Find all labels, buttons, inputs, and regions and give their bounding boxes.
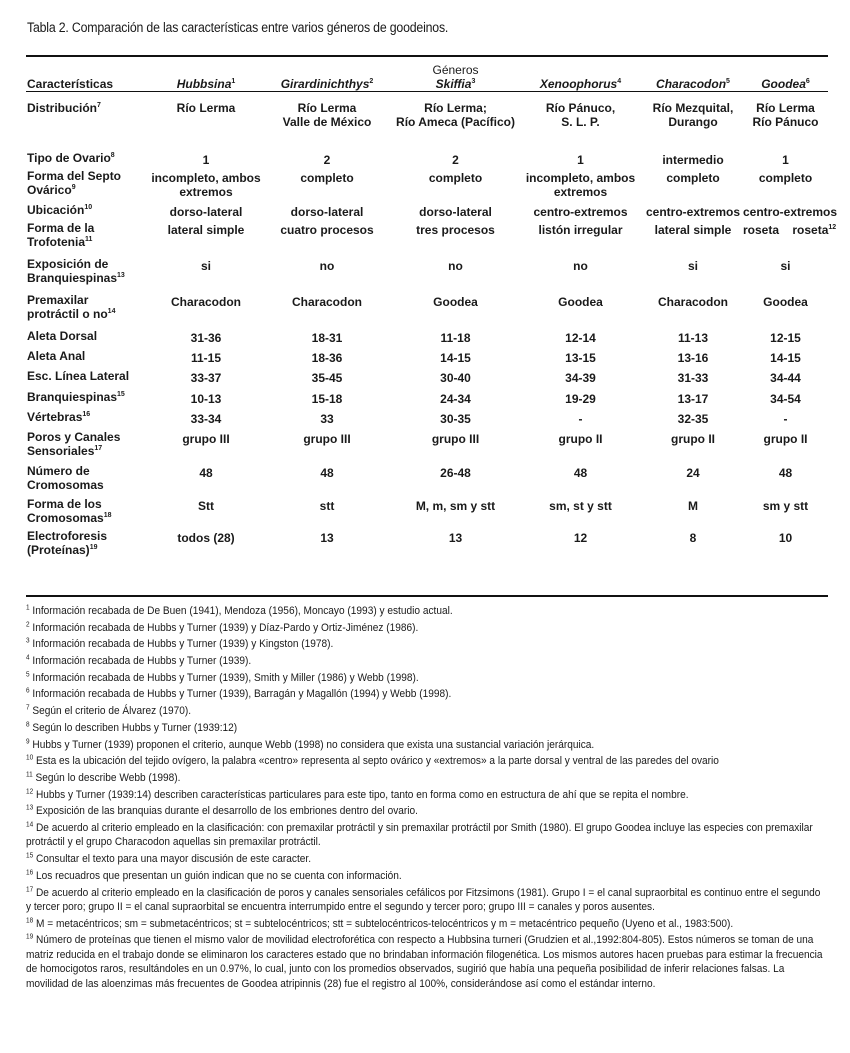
- footnote: [26, 687, 826, 702]
- footnote-ref: 17: [94, 445, 103, 452]
- table-cell: stt: [319, 499, 335, 513]
- table-cell: 18-36: [311, 351, 343, 365]
- column-header: [518, 57, 643, 95]
- footnote-ref: 11: [85, 236, 93, 243]
- footnote-text: Información recabada de Hubbs y Turner (1939), Barragán y Magallón (1994) y Webb (1998).: [29, 688, 452, 701]
- footnote: [26, 852, 826, 867]
- footnote-number: 7: [26, 704, 30, 712]
- footnote-number: 12: [26, 787, 34, 795]
- table-cell: 2: [323, 153, 331, 167]
- table-cell: 24-34: [440, 392, 471, 406]
- table-cell: Stt: [198, 499, 214, 513]
- footnote-ref: 9: [71, 184, 76, 191]
- table-cell: centro-extremos: [645, 205, 741, 219]
- footnote-number: 1: [26, 604, 30, 612]
- footnote-text: Consultar el texto para una mayor discusión de este caracter.: [33, 853, 312, 866]
- table-cell: 13: [320, 531, 334, 545]
- table-cell: 48: [199, 466, 213, 480]
- table-cell: Goodea: [433, 295, 478, 309]
- footnote-number: 11: [26, 771, 33, 779]
- table-cell: no: [319, 259, 335, 273]
- table-cell: roseta roseta$^{12}$: [743, 223, 837, 237]
- table-cell: todos (28): [177, 531, 235, 545]
- table-cell: 13: [448, 531, 463, 545]
- table-cell: 30-35: [440, 412, 471, 426]
- table-cell: 33: [320, 412, 334, 426]
- footnote-text: Información recabada de Hubbs y Turner (1939) y Díaz-Pardo y Ortiz-Jiménez (1986).: [29, 621, 419, 634]
- footnote-ref: 18: [103, 512, 112, 519]
- table-cell: 10: [778, 531, 793, 545]
- footnote: [26, 637, 826, 652]
- row-label: Ubicación$^{10}$: [27, 203, 93, 217]
- table-row: [26, 428, 828, 462]
- table-row: [26, 367, 828, 388]
- table-cell: completo: [428, 171, 483, 185]
- table-row: [26, 291, 828, 327]
- table-caption: Tabla 2. Comparación de las características entre varios géneros de goodeinos.: [27, 20, 449, 35]
- footnote: [26, 869, 826, 884]
- table-cell: si: [200, 259, 211, 273]
- table-cell: M, m, sm y stt: [415, 499, 496, 513]
- footnote-number: 15: [26, 852, 34, 860]
- footnote-ref: 5: [726, 78, 730, 85]
- table-cell: cuatro procesos: [280, 223, 374, 237]
- table-cell: no: [573, 259, 588, 273]
- table-cell: Goodea: [763, 295, 808, 309]
- table-body: [26, 95, 838, 565]
- table-cell: 31-36: [190, 331, 222, 345]
- footnote-text: De acuerdo al criterio empleado en la clasificación de poros y canales sensoriales cefálicos por Fitzsimons (1981). Grupo I = el canal supraorbital es continuo entre el segundo y tercer poro; grupo II = el canal supraorbital se encuentra interrumpido entre el segundo y tercer poro; grupo III = canales y poros ausentes.: [26, 886, 821, 913]
- footnote-text: M = metacéntricos; sm = submetacéntricos; st = subtelocéntricos; stt = subtelocéntricos-telocéntricos y m = metacéntrico pequeño (Uyeno et al., 1983:500).: [33, 917, 734, 930]
- table-cell: Río Lerma; Río Ameca (Pacífico): [396, 101, 515, 129]
- group-header: Géneros: [432, 63, 479, 77]
- table-cell: incompleto, ambos extremos: [525, 171, 636, 199]
- table-cell: 19-29: [565, 392, 596, 406]
- footnote-ref: 2: [369, 78, 374, 85]
- table-cell: 34-54: [770, 392, 801, 406]
- row-label: Esc. Línea Lateral: [27, 369, 130, 383]
- footnote-ref: 16: [82, 411, 91, 418]
- table-cell: 13-15: [565, 351, 596, 365]
- table-cell: 33-34: [190, 412, 222, 426]
- footnote-text: Exposición de las branquias durante el desarrollo de los embriones dentro del ovario.: [33, 805, 418, 818]
- footnote-number: 3: [26, 637, 30, 645]
- table-cell: si: [687, 259, 698, 273]
- row-label: Poros y Canales Sensoriales$^{17}$: [27, 430, 121, 458]
- footnote-ref: 1: [231, 78, 236, 85]
- footnote-number: 5: [26, 671, 30, 679]
- footnote-number: 14: [26, 821, 34, 829]
- table-cell: grupo II: [671, 432, 715, 446]
- table-cell: 1: [577, 153, 584, 167]
- footnote: [26, 621, 826, 636]
- footnote-ref: 15: [117, 391, 125, 398]
- table-cell: Goodea: [558, 295, 603, 309]
- table-cell: centro-extremos: [533, 205, 628, 219]
- table-cell: 34-44: [770, 371, 801, 385]
- table-cell: Characodon: [170, 295, 241, 309]
- column-label: Características: [27, 77, 114, 91]
- footnote: [26, 917, 826, 932]
- table-cell: sm, st y stt: [549, 499, 612, 513]
- footnote-ref: 10: [84, 204, 93, 211]
- table-cell: completo: [758, 171, 813, 185]
- table-cell: tres procesos: [416, 223, 495, 237]
- table-cell: 48: [320, 466, 334, 480]
- footnote-number: 2: [26, 621, 30, 629]
- table-cell: 11-18: [440, 331, 471, 345]
- footnote-number: 4: [26, 654, 30, 662]
- row-label: Exposición de Branquiespinas$^{13}$: [27, 257, 125, 285]
- table-cell: Río Lerma Valle de México: [282, 101, 372, 129]
- row-label: Número de Cromosomas: [27, 464, 104, 492]
- table-cell: dorso-lateral: [419, 205, 492, 219]
- footnote-ref: 12: [828, 224, 837, 231]
- footnote-ref: 7: [97, 102, 101, 109]
- table-cell: incompleto, ambos extremos: [151, 171, 261, 199]
- table-cell: dorso-lateral: [290, 205, 364, 219]
- footnote: [26, 671, 826, 686]
- table-cell: 8: [689, 531, 697, 545]
- column-label: Goodea: [761, 77, 806, 91]
- table-cell: Río Mezquital, Durango: [652, 101, 734, 129]
- table-cell: Río Lerma Río Pánuco: [752, 101, 819, 129]
- footnote-text: Hubbs y Turner (1939) proponen el criterio, aunque Webb (1998) no considera que exista una sustancial variación jerárquica.: [29, 738, 595, 751]
- footnote: [26, 933, 826, 991]
- table-cell: Characodon: [291, 295, 362, 309]
- footnote: [26, 604, 826, 619]
- column-header: [393, 57, 518, 95]
- table-row: [26, 149, 828, 167]
- row-label: Electroforesis (Proteínas)$^{19}$: [27, 529, 108, 557]
- column-header: [643, 57, 743, 95]
- table-cell: centro-extremos: [743, 205, 838, 219]
- row-label: Forma del Septo Ovárico$^9$: [27, 169, 122, 197]
- table-cell: lateral simple: [167, 223, 245, 237]
- footnote-text: Número de proteínas que tienen el mismo valor de movilidad electroforética con respecto a Hubbsina turneri (Grudzien et al.,1992:804-805). Estos números se toman de una matriz reducida en el trabajo donde se eliminaron los caracteres estado que no brindaban información filogenética. Los mismos autores hacen pruebas para estimar la frecuencia de homocigotos raros, resultándoles en un 0.97%, lo cual, junto con los promedios observados, sugirió que había una pequeña posibilidad de inferir relaciones falsas. La movilidad de las aloenzimas más frecuentes de Goodea atripinnis (28) fue el registro al 100%, considerándose así como el estándar interno.: [26, 934, 823, 990]
- table-row: [26, 347, 828, 367]
- table-cell: grupo III: [303, 432, 351, 446]
- footnote-ref: 3: [471, 78, 476, 85]
- row-label: Branquiespinas$^{15}$: [27, 390, 125, 404]
- table-cell: 10-13: [190, 392, 222, 406]
- table-cell: intermedio: [662, 153, 724, 167]
- row-label: Forma de los Cromosomas$^{18}$: [27, 497, 112, 525]
- table-cell: 1: [202, 153, 210, 167]
- table-cell: 48: [573, 466, 588, 480]
- table-cell: -: [578, 412, 583, 426]
- footnote: [26, 886, 826, 915]
- footnote-number: 19: [26, 933, 34, 941]
- footnote-number: 18: [26, 917, 34, 925]
- table-row: [26, 327, 828, 347]
- table-cell: 1: [782, 153, 789, 167]
- table-cell: lateral simple: [654, 223, 732, 237]
- footnote: [26, 771, 826, 786]
- table-cell: -: [783, 412, 788, 426]
- table-cell: 13-17: [677, 392, 709, 406]
- table-cell: 35-45: [311, 371, 343, 385]
- footnote-ref: 14: [107, 308, 116, 315]
- table-cell: completo: [300, 171, 354, 185]
- table-cell: 24: [686, 466, 700, 480]
- footnote-text: Hubbs y Turner (1939:14) describen características particulares para este tipo, tanto en forma como en estructura de ahí que se repita el nombre.: [33, 788, 689, 801]
- footnote-text: Según lo describe Webb (1998).: [32, 771, 181, 784]
- table-cell: grupo III: [431, 432, 480, 446]
- table-cell: 18-31: [311, 331, 343, 345]
- footnote-ref: 19: [89, 544, 98, 551]
- table-cell: listón irregular: [538, 223, 623, 237]
- footnote-ref: 13: [117, 272, 125, 279]
- footnote: [26, 738, 826, 753]
- footnote: [26, 788, 826, 803]
- table-row: [26, 462, 828, 495]
- table-row: [26, 201, 828, 219]
- table-cell: grupo II: [763, 432, 808, 446]
- table-cell: Characodon: [657, 295, 728, 309]
- footnote: [26, 654, 826, 669]
- table-cell: completo: [666, 171, 720, 185]
- footnote-number: 9: [26, 737, 30, 745]
- table-cell: 11-13: [677, 331, 709, 345]
- row-label: Aleta Dorsal: [27, 329, 98, 343]
- footnote-number: 8: [26, 721, 30, 729]
- table-cell: 12: [573, 531, 588, 545]
- table-cell: 13-16: [677, 351, 709, 365]
- comparison-table: [26, 57, 838, 565]
- header-row: [26, 57, 828, 95]
- footnote-ref: 8: [110, 152, 115, 159]
- table-cell: si: [780, 259, 791, 273]
- table-cell: 14-15: [440, 351, 471, 365]
- column-label: Characodon: [656, 77, 727, 91]
- column-header: [26, 57, 151, 95]
- row-label: Premaxilar protráctil o $no^{14}$: [27, 293, 116, 321]
- footnote: [26, 821, 826, 850]
- table-cell: 14-15: [770, 351, 801, 365]
- table-cell: grupo II: [558, 432, 603, 446]
- column-label: Girardinichthys: [280, 77, 370, 91]
- footnote-number: 10: [26, 754, 34, 762]
- footnote: [26, 754, 826, 769]
- row-label: Forma de la Trofotenia$^{11}$: [27, 221, 95, 249]
- footnote-number: 17: [26, 885, 34, 893]
- footnote-text: Información recabada de De Buen (1941), Mendoza (1956), Moncayo (1993) y estudio actual.: [29, 605, 453, 617]
- footnote-text: Según lo describen Hubbs y Turner (1939:12): [29, 721, 238, 734]
- table-cell: 32-35: [677, 412, 709, 426]
- table-cell: sm y stt: [762, 499, 809, 513]
- footnote-number: 13: [26, 804, 34, 812]
- table-header: [26, 57, 828, 95]
- table-cell: Río Lerma: [176, 101, 236, 115]
- row-label: Vértebras$^{16}$: [27, 410, 91, 424]
- table-cell: 34-39: [565, 371, 596, 385]
- column-label: Skiffia: [435, 77, 472, 91]
- footnote-number: 6: [26, 687, 30, 695]
- footnote-text: Información recabada de Hubbs y Turner (1939) y Kingston (1978).: [29, 638, 334, 651]
- table-row: [26, 167, 828, 201]
- table-cell: 12-14: [565, 331, 596, 345]
- footnote-ref: 4: [617, 78, 622, 85]
- footnote-text: Información recabada de Hubbs y Turner (1939), Smith y Miller (1986) y Webb (1998).: [29, 671, 419, 684]
- table-cell: M: [688, 499, 698, 513]
- table-bottom-rule: [26, 595, 828, 597]
- footnote: [26, 721, 826, 736]
- table-cell: 31-33: [677, 371, 709, 385]
- footnotes: [26, 604, 831, 994]
- table-cell: 12-15: [770, 331, 801, 345]
- table-row: [26, 408, 828, 428]
- table-row: [26, 255, 828, 291]
- table-cell: 15-18: [311, 392, 343, 406]
- column-header: [151, 57, 261, 95]
- table-row: [26, 495, 828, 527]
- row-label: Aleta Anal: [27, 349, 86, 363]
- table-cell: 11-15: [190, 351, 222, 365]
- table-row: [26, 527, 828, 565]
- table-cell: 33-37: [190, 371, 222, 385]
- table-cell: 2: [452, 153, 459, 167]
- table-cell: Río Pánuco, S. L. P.: [545, 101, 616, 129]
- table-cell: grupo III: [182, 432, 230, 446]
- table-cell: dorso-lateral: [169, 205, 243, 219]
- column-label: Hubbsina: [176, 77, 232, 91]
- table-row: [26, 219, 828, 255]
- footnote-ref: 6: [805, 78, 810, 85]
- row-label: Tipo de Ovario$^8$: [27, 151, 115, 165]
- footnote-number: 16: [26, 869, 34, 877]
- row-label: Distribución$^7$: [27, 101, 101, 115]
- footnote-text: Según el criterio de Álvarez (1970).: [29, 705, 192, 718]
- column-label: Xenoophorus: [539, 77, 618, 91]
- table-cell: 48: [778, 466, 793, 480]
- table-row: [26, 388, 828, 408]
- footnote: [26, 804, 826, 819]
- table-cell: no: [448, 259, 463, 273]
- footnote-text: Esta es la ubicación del tejido ovígero, la palabra «centro» representa al septo ovárico y «extremos» a la parte dorsal y ventral de las paredes del ovario: [33, 755, 719, 768]
- footnote-text: Información recabada de Hubbs y Turner (1939).: [29, 655, 252, 668]
- table-row: [26, 95, 828, 149]
- table-cell: 26-48: [440, 466, 471, 480]
- table-cell: 30-40: [440, 371, 471, 385]
- column-header: [261, 57, 393, 95]
- column-header: [743, 57, 828, 95]
- footnote-text: De acuerdo al criterio empleado en la clasificación: con premaxilar protráctil y sin premaxilar protráctil por Smith (1980). El grupo Goodea incluye las especies con premaxilar protráctil y el grupo Characodon aquellas sin premaxilar protráctil.: [26, 821, 813, 849]
- footnote: [26, 704, 826, 719]
- footnote-text: Los recuadros que presentan un guión indican que no se cuenta con información.: [33, 869, 402, 882]
